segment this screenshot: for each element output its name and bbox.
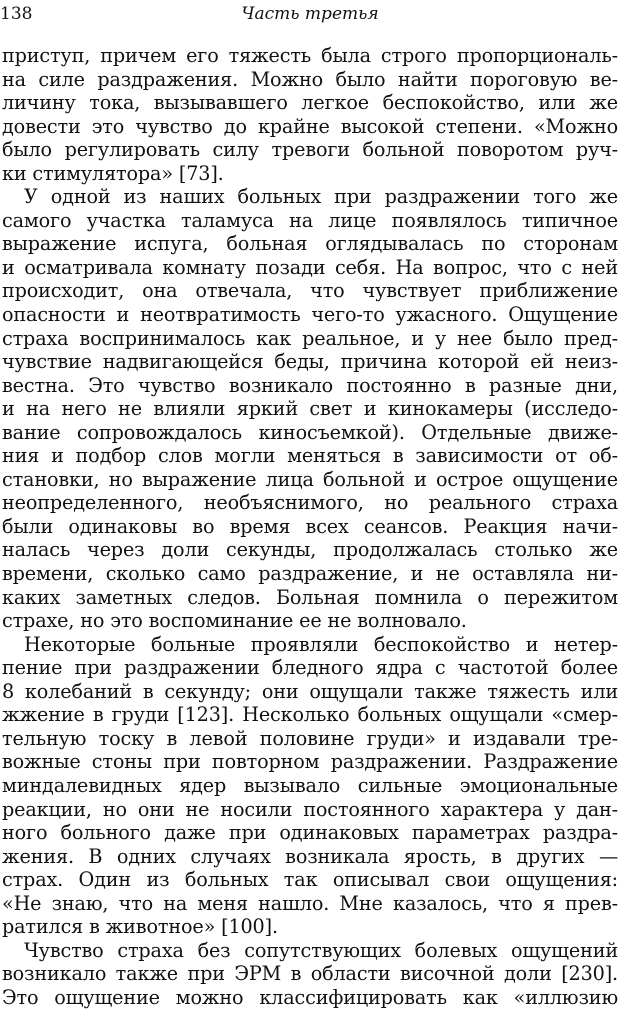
text-line: вестна. Это чувство возникало постоянно в разные дни,	[2, 373, 618, 397]
text-line: и осматривала комнату позади себя. На вопрос, что с ней	[2, 255, 618, 279]
text-line: ного больного даже при одинаковых параметрах раздра-	[2, 821, 618, 845]
text-line: жжение в груди [123]. Несколько больных ощущали «смер-	[2, 703, 618, 727]
text-line: Это ощущение можно классифицировать как «иллюзию	[2, 985, 618, 1009]
text-line: на силе раздражения. Можно было найти пороговую ве-	[2, 67, 618, 91]
text-line: пение при раздражении бледного ядра с частотой более	[2, 656, 618, 680]
text-line: миндалевидных ядер вызывало сильные эмоциональные	[2, 773, 618, 797]
text-line: Чувство страха без сопутствующих болевых ощущений	[24, 938, 618, 962]
text-line: выражение испуга, больная оглядывалась по сторонам	[2, 232, 618, 256]
text-line: ратился в животное» [100].	[2, 915, 278, 939]
text-line: опасности и неотвратимость чего-то ужасного. Ощущение	[2, 303, 618, 327]
text-line: чувствие надвигающейся беды, причина которой ей неиз-	[2, 350, 618, 374]
running-head: Часть третья	[241, 4, 379, 24]
text-line: налась через доли секунды, продолжалась столько же	[2, 538, 618, 562]
text-line: происходит, она отвечала, что чувствует приближение	[2, 279, 618, 303]
text-line: жения. В одних случаях возникала ярость, в других —	[2, 844, 618, 868]
text-line: вание сопровождалось киносъемкой). Отдельные движе-	[2, 420, 618, 444]
text-line: вожные стоны при повторном раздражении. Раздражение	[2, 750, 618, 774]
text-line: и на него не влияли яркий свет и кинокамеры (исследо-	[2, 397, 618, 421]
text-line: страх. Один из больных так описывал свои ощущения:	[2, 868, 618, 892]
text-line: каких заметных следов. Больная помнила о пережитом	[2, 585, 618, 609]
text-line: приступ, причем его тяжесть была строго пропорциональ-	[2, 44, 618, 67]
text-line: страха воспринималось как реальное, и у нее было пред-	[2, 326, 618, 350]
text-line: становки, но выражение лица больной и острое ощущение	[2, 467, 618, 491]
text-line: ки стимулятора» [73].	[2, 161, 224, 185]
text-line: «Не знаю, что на меня нашло. Мне казалось, что я прев-	[2, 891, 618, 915]
text-line: реакции, но они не носили постоянного характера у дан-	[2, 797, 618, 821]
text-line: ния и подбор слов могли меняться в зависимости от об-	[2, 444, 618, 468]
text-line: самого участка таламуса на лице появлялось типичное	[2, 208, 618, 232]
text-line: довести это чувство до крайне высокой степени. «Можно	[2, 114, 618, 138]
text-line: тельную тоску в левой половине груди» и издавали тре-	[2, 726, 618, 750]
text-line: было регулировать силу тревоги больной поворотом руч-	[2, 138, 618, 162]
text-line: личину тока, вызывавшего легкое беспокойство, или же	[2, 91, 618, 115]
page-header	[0, 4, 620, 26]
text-line: 8 колебаний в секунду; они ощущали также тяжесть или	[2, 679, 618, 703]
text-line: страхе, но это воспоминание ее не волновало.	[2, 609, 467, 633]
body-text	[2, 44, 618, 1009]
text-line: времени, сколько само раздражение, и не оставляла ни-	[2, 562, 618, 586]
text-line: были одинаковы во время всех сеансов. Реакция начи-	[2, 514, 618, 538]
text-line: У одной из наших больных при раздражении того же	[24, 185, 618, 209]
text-line: Некоторые больные проявляли беспокойство и нетер-	[24, 632, 618, 656]
page-number: 138	[0, 4, 33, 24]
text-line: возникало также при ЭРМ в области височной доли [230].	[2, 962, 618, 986]
text-line: неопределенного, необъяснимого, но реального страха	[2, 491, 618, 515]
